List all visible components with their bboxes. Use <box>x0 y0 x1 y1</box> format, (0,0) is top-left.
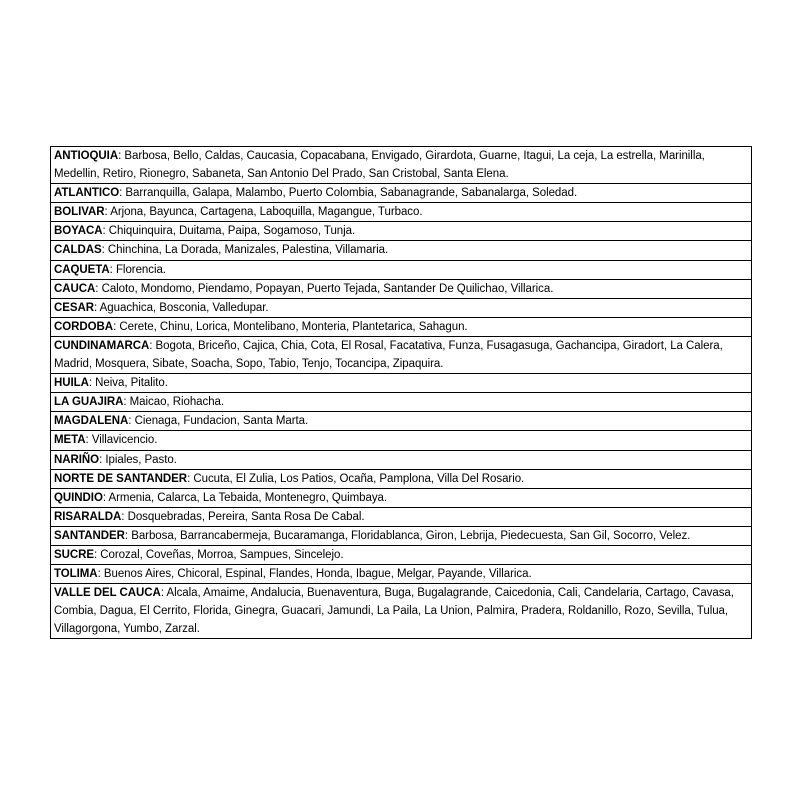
department-name: CALDAS <box>54 244 102 257</box>
department-cities: : Maicao, Riohacha. <box>123 396 225 409</box>
department-cell <box>51 298 752 317</box>
table-row <box>51 374 752 393</box>
department-cell <box>51 260 752 279</box>
department-cities: : Neiva, Pitalito. <box>88 377 168 390</box>
department-cities: : Cucuta, El Zulia, Los Patios, Ocaña, Pamplona, Villa Del Rosario. <box>187 472 525 485</box>
department-cell <box>51 412 752 431</box>
department-cell <box>51 545 752 564</box>
department-name: CORDOBA <box>54 320 114 333</box>
table-row <box>51 203 752 222</box>
department-cell <box>51 203 752 222</box>
department-name: NORTE DE SANTANDER <box>54 472 188 485</box>
table-row <box>51 565 752 584</box>
department-name: LA GUAJIRA <box>54 396 124 409</box>
department-cell <box>51 374 752 393</box>
department-name: BOYACA <box>54 225 103 238</box>
department-cities: : Barbosa, Bello, Caldas, Caucasia, Copacabana, Envigado, Girardota, Guarne, Itagui, La ceja, La estrella, Marinilla, Medellin, Retiro, Rionegro, Sabaneta, San Antonio Del Prado, San Cristobal, Santa Elena. <box>54 150 705 181</box>
table-row <box>51 279 752 298</box>
department-cities: : Ipiales, Pasto. <box>99 453 177 466</box>
table-row <box>51 241 752 260</box>
table-row <box>51 545 752 564</box>
department-cities: : Caloto, Mondomo, Piendamo, Popayan, Puerto Tejada, Santander De Quilichao, Villarica. <box>95 282 554 295</box>
department-cell <box>51 526 752 545</box>
department-name: HUILA <box>54 377 89 390</box>
department-name: QUINDIO <box>54 491 103 504</box>
department-cities: : Corozal, Coveñas, Morroa, Sampues, Sincelejo. <box>94 548 344 561</box>
table-row <box>51 431 752 450</box>
department-cities: : Chinchina, La Dorada, Manizales, Palestina, Villamaria. <box>101 244 389 257</box>
department-name: CAUCA <box>54 282 96 295</box>
department-name: VALLE DEL CAUCA <box>54 587 161 600</box>
department-cities: : Armenia, Calarca, La Tebaida, Montenegro, Quimbaya. <box>102 491 388 504</box>
table-row <box>51 336 752 373</box>
department-cell <box>51 469 752 488</box>
department-name: MAGDALENA <box>54 415 129 428</box>
department-cities: : Cienaga, Fundacion, Santa Marta. <box>128 415 309 428</box>
department-cities: : Barbosa, Barrancabermeja, Bucaramanga, Floridablanca, Giron, Lebrija, Piedecuesta, San Gil, Socorro, Velez. <box>124 529 691 542</box>
department-cell <box>51 431 752 450</box>
department-cities: : Buenos Aires, Chicoral, Espinal, Flandes, Honda, Ibague, Melgar, Payande, Villarica. <box>97 568 532 581</box>
department-cell <box>51 184 752 203</box>
department-cities: : Florencia. <box>109 263 166 276</box>
department-cities: : Barranquilla, Galapa, Malambo, Puerto Colombia, Sabanagrande, Sabanalarga, Soledad. <box>119 187 578 200</box>
department-name: RISARALDA <box>54 510 122 523</box>
table-row <box>51 222 752 241</box>
department-name: SUCRE <box>54 548 95 561</box>
department-cities: : Chiquinquira, Duitama, Paipa, Sogamoso, Tunja. <box>102 225 356 238</box>
department-cell <box>51 584 752 639</box>
table-row <box>51 507 752 526</box>
department-cell <box>51 147 752 184</box>
table-row <box>51 298 752 317</box>
table-row <box>51 317 752 336</box>
department-cities: : Arjona, Bayunca, Cartagena, Laboquilla, Magangue, Turbaco. <box>104 206 423 219</box>
department-name: NARIÑO <box>54 453 100 466</box>
department-cities: : Cerete, Chinu, Lorica, Montelibano, Monteria, Plantetarica, Sahagun. <box>113 320 468 333</box>
department-cities: : Dosquebradas, Pereira, Santa Rosa De Cabal. <box>121 510 365 523</box>
department-cell <box>51 241 752 260</box>
table-row <box>51 469 752 488</box>
department-cell <box>51 565 752 584</box>
department-cell <box>51 222 752 241</box>
department-cell <box>51 488 752 507</box>
department-cell <box>51 336 752 373</box>
departments-table <box>50 146 752 639</box>
table-row <box>51 184 752 203</box>
departments-table-body <box>51 147 752 639</box>
department-cities: : Alcala, Amaime, Andalucia, Buenaventura, Buga, Bugalagrande, Caicedonia, Cali, Candelaria, Cartago, Cavasa, Combia, Dagua, El Cerrito, Florida, Ginegra, Guacari, Jamundi, La Paila, La Union, Palmira, Pradera, Roldanillo, Rozo, Sevilla, Tulua, Villagorgona, Yumbo, Zarzal. <box>54 587 734 636</box>
department-name: META <box>54 434 86 447</box>
table-row <box>51 526 752 545</box>
department-cell <box>51 393 752 412</box>
table-row <box>51 260 752 279</box>
table-row <box>51 450 752 469</box>
table-row <box>51 393 752 412</box>
table-row <box>51 584 752 639</box>
table-row <box>51 488 752 507</box>
department-cities: : Villavicencio. <box>85 434 158 447</box>
department-name: SANTANDER <box>54 529 125 542</box>
department-name: CESAR <box>54 301 95 314</box>
table-row <box>51 147 752 184</box>
department-name: ANTIOQUIA <box>54 150 119 162</box>
department-cell <box>51 507 752 526</box>
department-name: BOLIVAR <box>54 206 105 219</box>
department-name: CUNDINAMARCA <box>54 339 150 352</box>
department-cell <box>51 450 752 469</box>
department-name: CAQUETA <box>54 263 110 276</box>
table-row <box>51 412 752 431</box>
department-cities: : Bogota, Briceño, Cajica, Chia, Cota, El Rosal, Facatativa, Funza, Fusagasuga, Gachancipa, Giradort, La Calera, Madrid, Mosquera, Sibate, Soacha, Sopo, Tabio, Tenjo, Tocancipa, Zipaquira. <box>54 339 723 371</box>
department-cell <box>51 317 752 336</box>
department-name: ATLANTICO <box>54 187 120 200</box>
department-cities: : Aguachica, Bosconia, Valledupar. <box>94 301 269 314</box>
department-cell <box>51 279 752 298</box>
department-name: TOLIMA <box>54 568 98 581</box>
